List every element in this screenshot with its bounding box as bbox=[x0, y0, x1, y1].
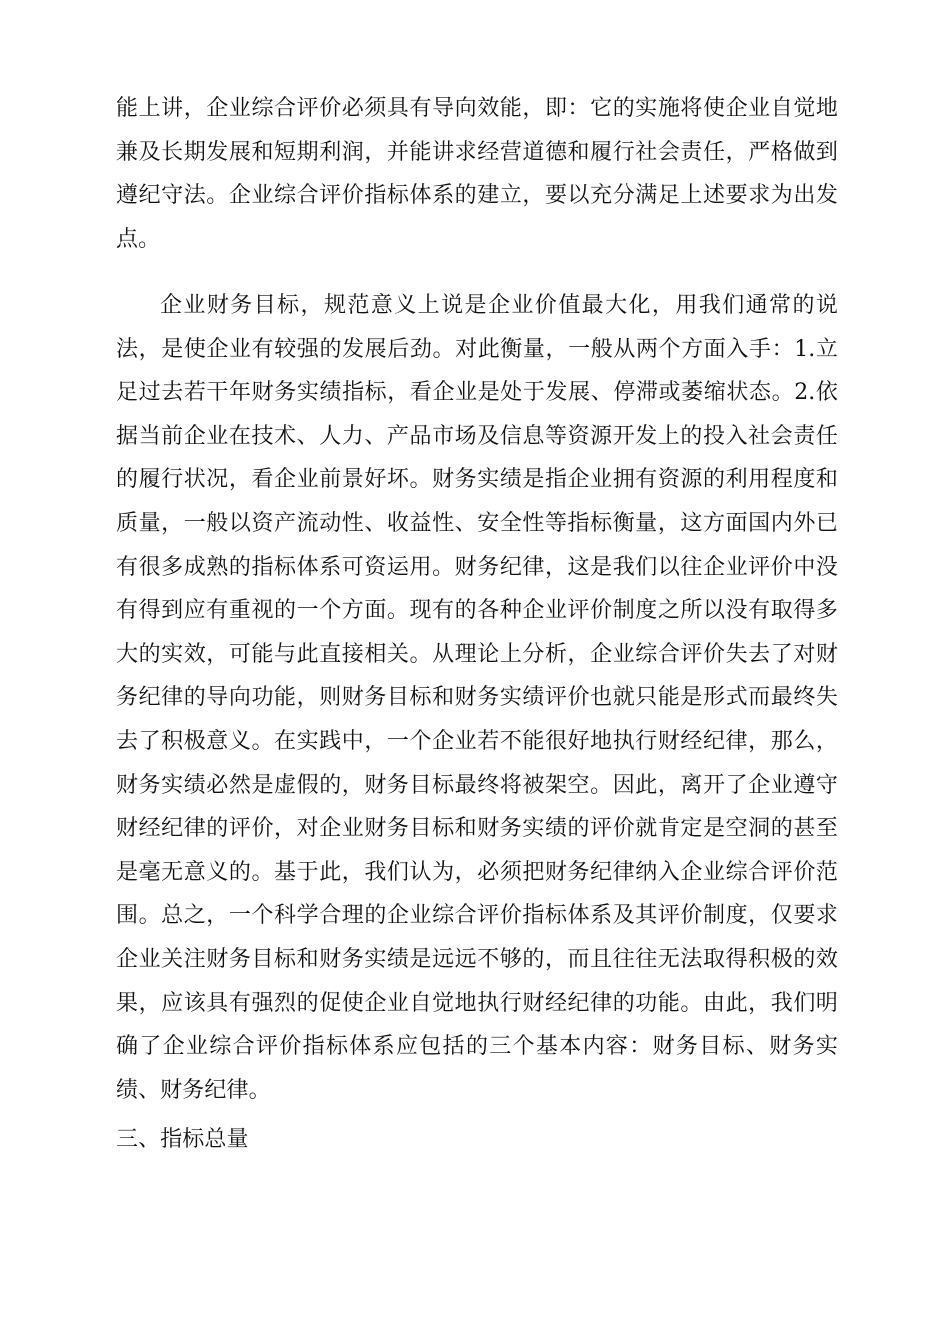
section-heading: 三、指标总量 bbox=[116, 1127, 249, 1152]
paragraph-1: 能上讲，企业综合评价必须具有导向效能，即：它的实施将使企业自觉地兼及长期发展和短期利润，并能讲求经营道德和履行社会责任，严格做到遵纪守法。企业综合评价指标体系的建立，要以充分满足上述要求为出发点。 bbox=[116, 96, 838, 252]
paragraph-2: 企业财务目标，规范意义上说是企业价值最大化，用我们通常的说法，是使企业有较强的发展后劲。对此衡量，一般从两个方面入手：1.立足过去若干年财务实绩指标，看企业是处于发展、停滞或萎缩状态。2.依据当前企业在技术、人力、产品市场及信息等资源开发上的投入社会责任的履行状况，看企业前景好坏。财务实绩是指企业拥有资源的利用程度和质量，一般以资产流动性、收益性、安全性等指标衡量，这方面国内外已有很多成熟的指标体系可资运用。财务纪律，这是我们以往企业评价中没有得到应有重视的一个方面。现有的各种企业评价制度之所以没有取得多大的实效，可能与此直接相关。从理论上分析，企业综合评价失去了对财务纪律的导向功能，则财务目标和财务实绩评价也就只能是形式而最终失去了积极意义。在实践中，一个企业若不能很好地执行财经纪律，那么，财务实绩必然是虚假的，财务目标最终将被架空。因此，离开了企业遵守财经纪律的评价，对企业财务目标和财务实绩的评价就肯定是空洞的甚至是毫无意义的。基于此，我们认为，必须把财务纪律纳入企业综合评价范围。总之，一个科学合理的企业综合评价指标体系及其评价制度，仅要求企业关注财务目标和财务实绩是远远不够的，而且往往无法取得积极的效果，应该具有强烈的促使企业自觉地执行财经纪律的功能。由此，我们明确了企业综合评价指标体系应包括的三个基本内容：财务目标、财务实绩、财务纪律。 bbox=[116, 293, 838, 1103]
